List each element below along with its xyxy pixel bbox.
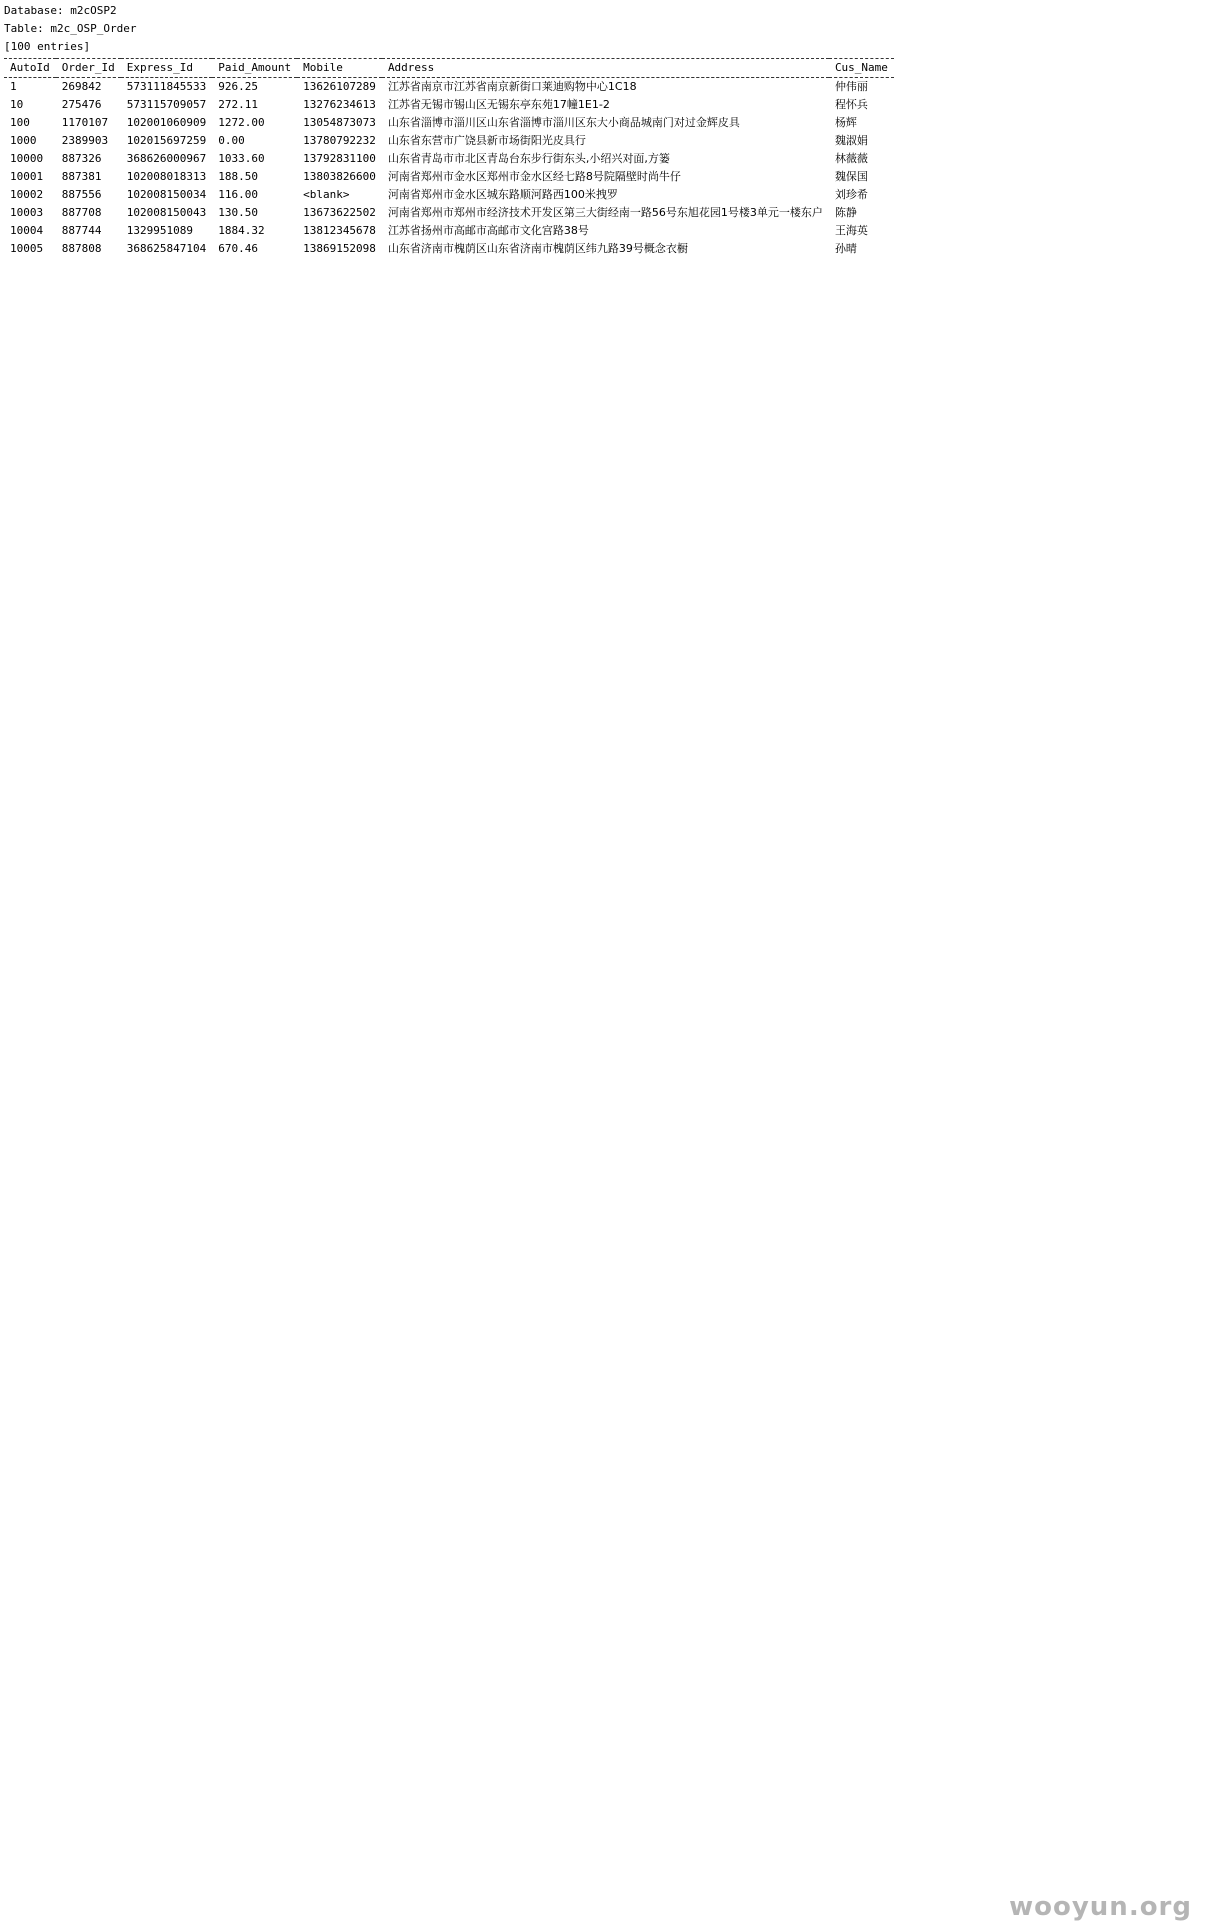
cell-order-id: 887556 (61, 188, 102, 201)
cell-autoid: 10003 (10, 206, 44, 219)
cell-mobile: 13792831100 (303, 152, 376, 165)
query-meta (4, 2, 894, 56)
cell-mobile: 13673622502 (303, 206, 376, 219)
cell-paid-amount: 1272.00 (218, 116, 265, 129)
cell-cus-name: 王海英 (834, 224, 868, 237)
cell-order-id: 275476 (61, 98, 102, 111)
cell-address: 江苏省无锡市锡山区无锡东亭东苑17幢1E1-2 (387, 98, 610, 111)
col-address: Address (382, 59, 829, 78)
table-row (4, 222, 894, 240)
table-line: Table: m2c_OSP_Order (4, 22, 137, 35)
cell-mobile: 13054873073 (303, 116, 376, 129)
col-cus-name: Cus_Name (829, 59, 894, 78)
header-row (4, 59, 894, 78)
cell-paid-amount: 1884.32 (218, 224, 265, 237)
cell-paid-amount: 0.00 (218, 134, 245, 147)
table-row (4, 150, 894, 168)
col-order-id: Order_Id (56, 59, 121, 78)
cell-order-id: 887808 (61, 242, 102, 255)
cell-autoid: 10 (10, 98, 24, 111)
col-express-id: Express_Id (121, 59, 212, 78)
cell-address: 山东省济南市槐荫区山东省济南市槐荫区纬九路39号概念衣橱 (387, 242, 688, 255)
cell-mobile: 13812345678 (303, 224, 376, 237)
cell-mobile: 13626107289 (303, 80, 376, 93)
cell-express-id: 573111845533 (126, 80, 207, 93)
cell-paid-amount: 272.11 (218, 98, 258, 111)
cell-mobile: 13276234613 (303, 98, 376, 111)
cell-cus-name: 魏保国 (834, 170, 868, 183)
cell-paid-amount: 188.50 (218, 170, 258, 183)
cell-autoid: 1 (10, 80, 17, 93)
cell-mobile: 13803826600 (303, 170, 376, 183)
cell-cus-name: 仲伟丽 (834, 80, 868, 93)
cell-address: 江苏省扬州市高邮市高邮市文化宫路38号 (387, 224, 589, 237)
cell-paid-amount: 130.50 (218, 206, 258, 219)
cell-express-id: 102001060909 (126, 116, 207, 129)
cell-express-id: 102015697259 (126, 134, 207, 147)
col-paid-amount: Paid_Amount (212, 59, 297, 78)
cell-cus-name: 刘珍希 (834, 188, 868, 201)
cell-address: 山东省东营市广饶县新市场街阳光皮具行 (387, 134, 586, 147)
cell-cus-name: 杨辉 (834, 116, 857, 129)
database-line: Database: m2cOSP2 (4, 4, 117, 17)
cell-order-id: 887744 (61, 224, 102, 237)
cell-address: 山东省青岛市市北区青岛台东步行街东头,小绍兴对面,方篓 (387, 152, 670, 165)
cell-mobile: 13780792232 (303, 134, 376, 147)
entry-count: [100 entries] (4, 40, 91, 53)
cell-express-id: 102008150043 (126, 206, 207, 219)
cell-paid-amount: 116.00 (218, 188, 258, 201)
cell-mobile: <blank> (303, 188, 350, 201)
watermark: wooyun.org (1009, 1892, 1192, 1922)
cell-cus-name: 程怀兵 (834, 98, 868, 111)
cell-order-id: 269842 (61, 80, 102, 93)
cell-address: 河南省郑州市金水区郑州市金水区经七路8号院隔壁时尚牛仔 (387, 170, 681, 183)
cell-order-id: 2389903 (61, 134, 109, 147)
cell-paid-amount: 670.46 (218, 242, 258, 255)
cell-express-id: 368626000967 (126, 152, 207, 165)
cell-order-id: 887381 (61, 170, 102, 183)
cell-autoid: 10002 (10, 188, 44, 201)
table-row (4, 204, 894, 222)
cell-cus-name: 陈静 (834, 206, 857, 219)
cell-express-id: 573115709057 (126, 98, 207, 111)
table-row (4, 168, 894, 186)
cell-address: 河南省郑州市郑州市经济技术开发区第三大街经南一路56号东旭花园1号楼3单元一楼东户 (387, 206, 823, 219)
orders-table (4, 58, 894, 258)
cell-address: 河南省郑州市金水区城东路顺河路西100米拽罗 (387, 188, 618, 201)
table-row (4, 114, 894, 132)
table-row (4, 96, 894, 114)
cell-autoid: 10000 (10, 152, 44, 165)
table-body (4, 78, 894, 259)
table-row (4, 78, 894, 97)
cell-order-id: 887326 (61, 152, 102, 165)
cell-autoid: 10001 (10, 170, 44, 183)
cell-express-id: 368625847104 (126, 242, 207, 255)
table-row (4, 240, 894, 258)
table-row (4, 186, 894, 204)
cell-autoid: 10004 (10, 224, 44, 237)
terminal-output (4, 2, 894, 258)
cell-mobile: 13869152098 (303, 242, 376, 255)
cell-express-id: 102008018313 (126, 170, 207, 183)
cell-cus-name: 孙晴 (834, 242, 857, 255)
col-mobile: Mobile (297, 59, 382, 78)
cell-paid-amount: 926.25 (218, 80, 258, 93)
cell-autoid: 10005 (10, 242, 44, 255)
cell-paid-amount: 1033.60 (218, 152, 265, 165)
cell-address: 江苏省南京市江苏省南京新街口莱迪购物中心1C18 (387, 80, 637, 93)
cell-express-id: 1329951089 (126, 224, 193, 237)
cell-autoid: 1000 (10, 134, 37, 147)
table-header (4, 59, 894, 78)
cell-cus-name: 林薇薇 (834, 152, 868, 165)
cell-order-id: 887708 (61, 206, 102, 219)
cell-order-id: 1170107 (61, 116, 109, 129)
cell-cus-name: 魏淑娟 (834, 134, 868, 147)
col-autoid: AutoId (4, 59, 56, 78)
cell-address: 山东省淄博市淄川区山东省淄博市淄川区东大小商品城南门对过金辉皮具 (387, 116, 740, 129)
cell-autoid: 100 (10, 116, 30, 129)
cell-express-id: 102008150034 (126, 188, 207, 201)
table-row (4, 132, 894, 150)
